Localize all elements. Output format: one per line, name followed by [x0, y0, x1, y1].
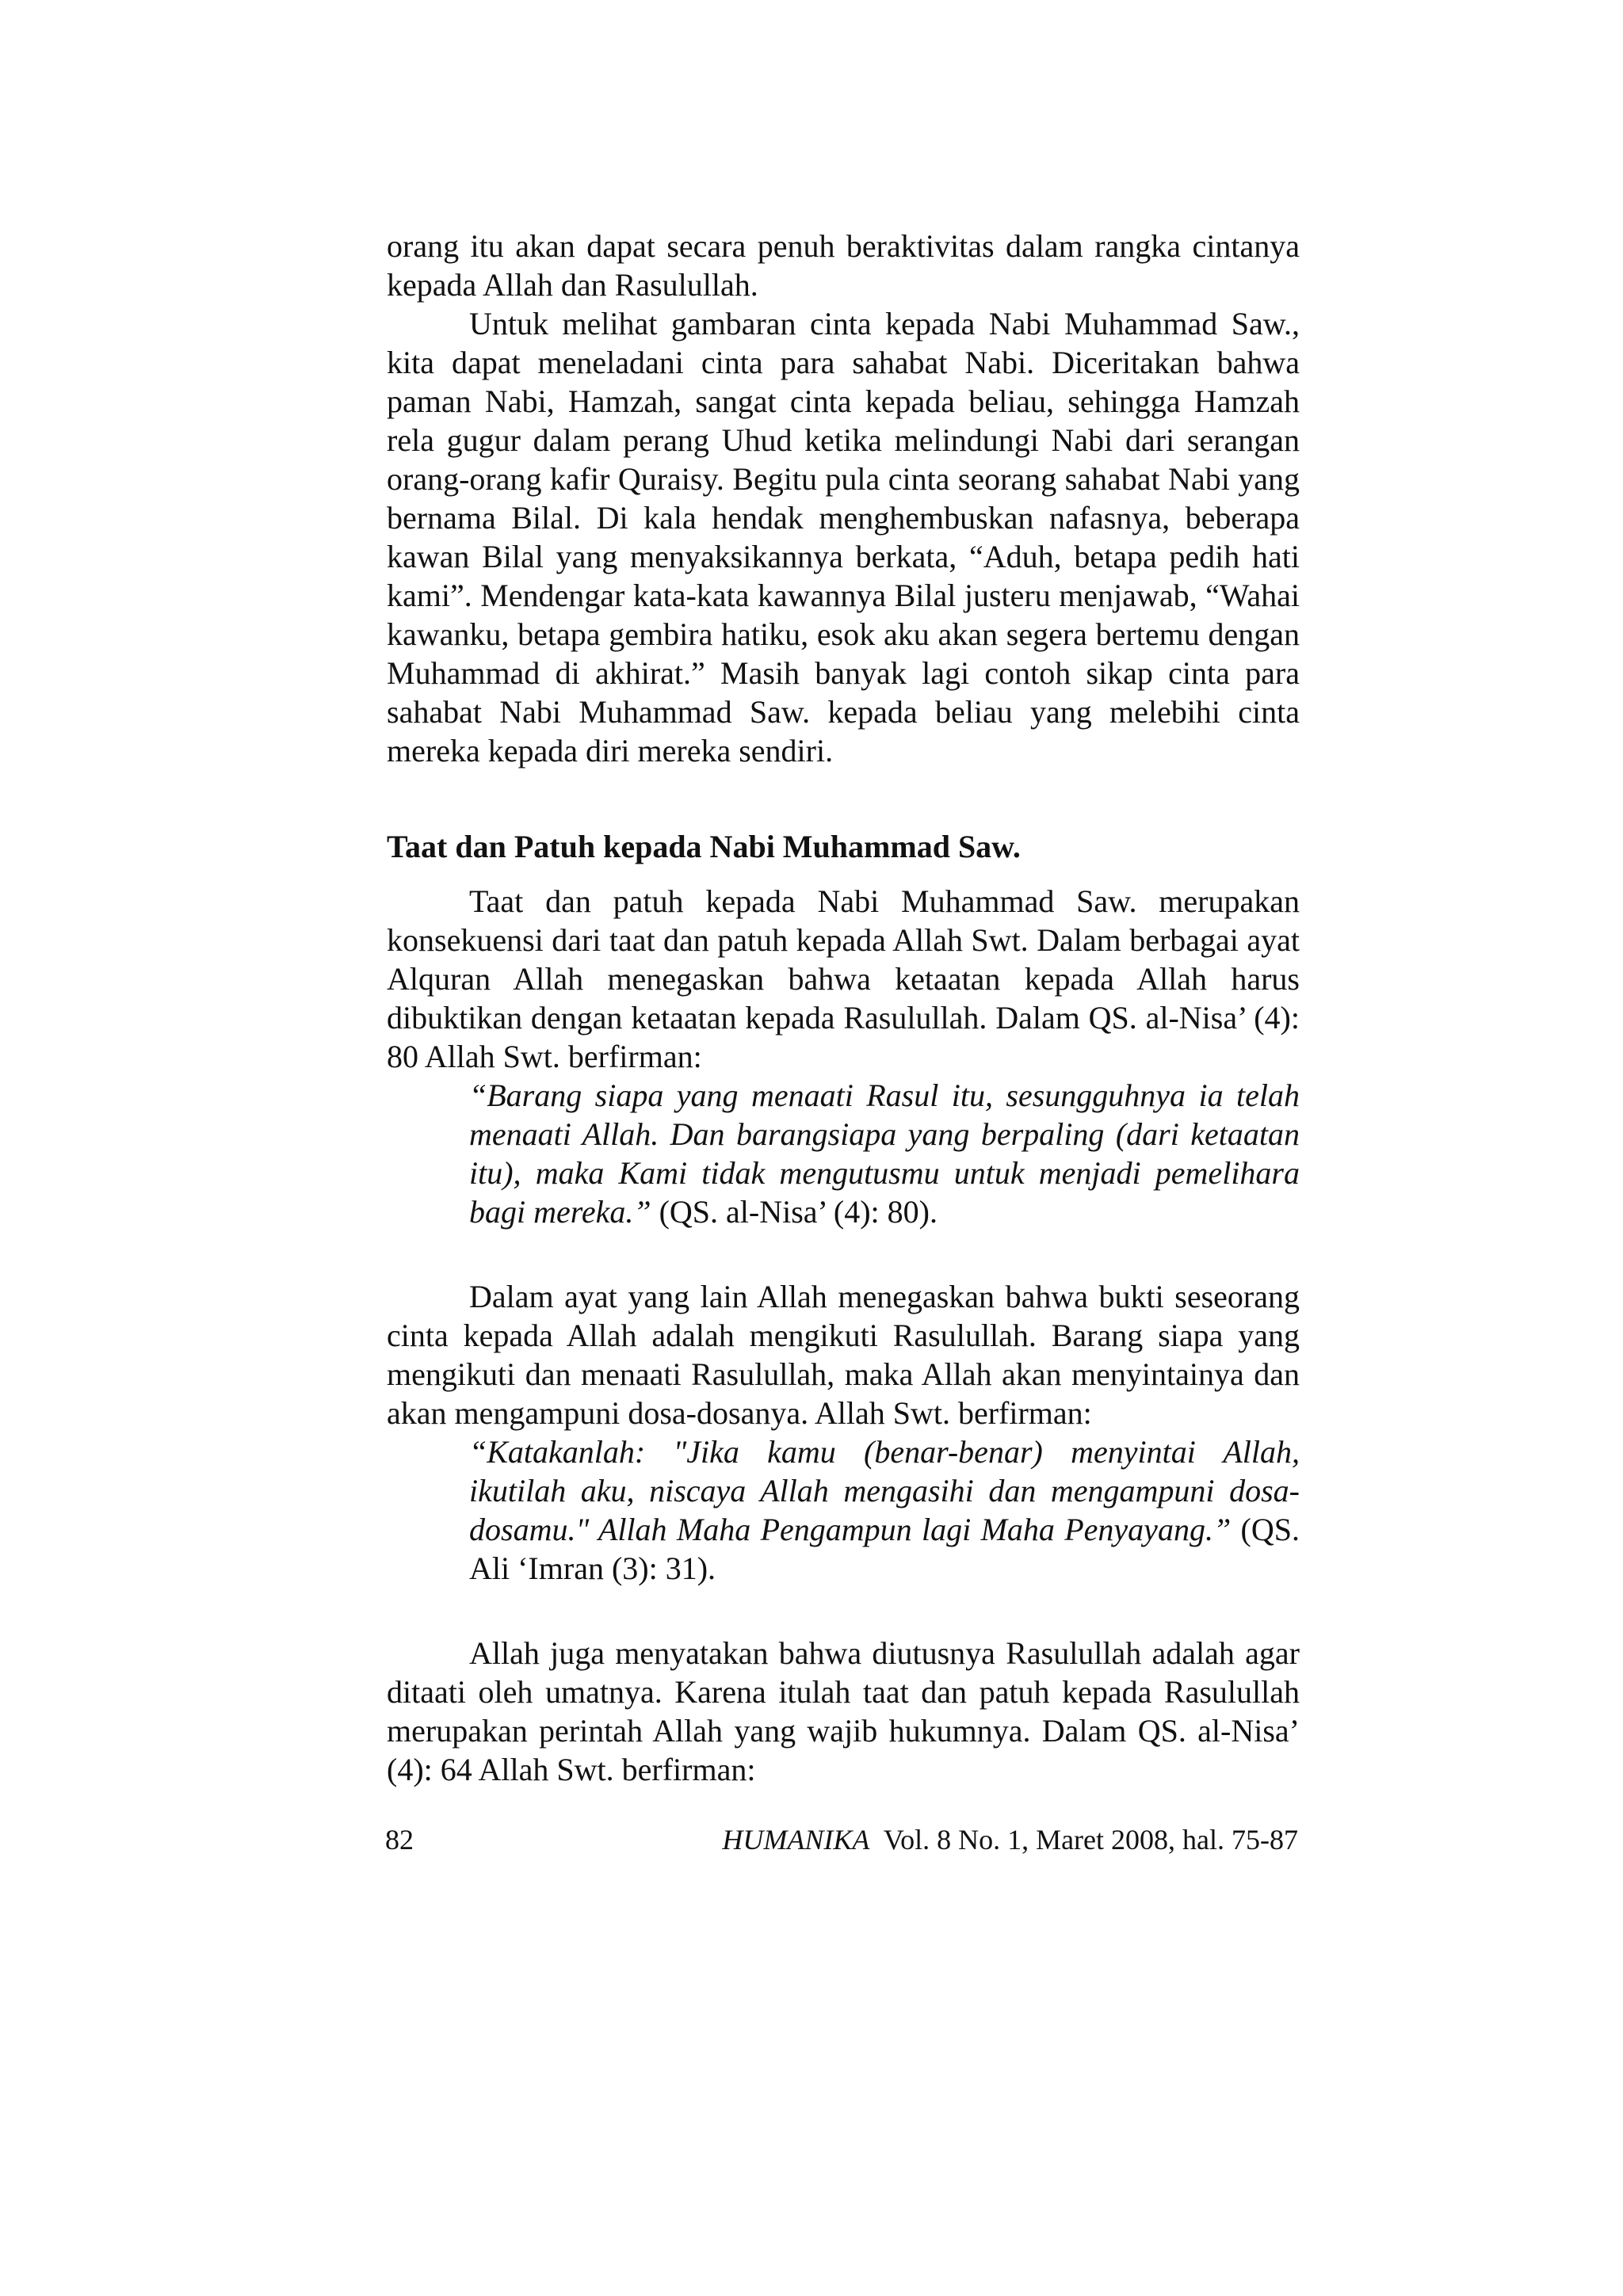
- journal-reference: [722, 1822, 1298, 1857]
- paragraph-obedience: Taat dan patuh kepada Nabi Muhammad Saw. merupakan konsekuensi dari taat dan patuh kepada Allah Swt. Dalam berbagai ayat Alquran Allah menegaskan bahwa ketaatan kepada Allah harus dibuktikan dengan ketaatan kepada Rasulullah. Dalam QS. al-Nisa’ (4): 80 Allah Swt. berfirman:: [387, 883, 1300, 1074]
- journal-details: Vol. 8 No. 1, Maret 2008, hal. 75-87: [869, 1824, 1298, 1855]
- paragraph-continuation: orang itu akan dapat secara penuh beraktivitas dalam rangka cintanya kepada Allah dan Rasulullah.: [387, 228, 1300, 303]
- journal-name: HUMANIKA: [722, 1824, 870, 1855]
- quote-reference: (QS. al-Nisa’ (4): 80).: [651, 1194, 938, 1230]
- quote-text: “Barang siapa yang menaati Rasul itu, sesungguhnya ia telah menaati Allah. Dan barangsiapa yang berpaling (dari ketaatan itu), maka Kami tidak mengutusmu untuk menjadi pemelihara bagi mereka.”: [469, 1077, 1300, 1230]
- page-number: 82: [385, 1824, 414, 1855]
- paragraph-follow-rasul: Dalam ayat yang lain Allah menegaskan bahwa bukti seseorang cinta kepada Allah adalah mengikuti Rasulullah. Barang siapa yang mengikuti dan menaati Rasulullah, maka Allah akan menyintainya dan akan mengampuni dosa-dosanya. Allah Swt. berfirman:: [387, 1279, 1300, 1431]
- quote-text: “Katakanlah: "Jika kamu (benar-benar) menyintai Allah, ikutilah aku, niscaya Allah mengasihi dan mengampuni dosa-dosamu." Allah Maha Pengampun lagi Maha Penyayang.”: [469, 1434, 1300, 1547]
- article-body: [387, 227, 1300, 1789]
- paragraph-sahabat-love: Untuk melihat gambaran cinta kepada Nabi Muhammad Saw., kita dapat meneladani cinta para sahabat Nabi. Diceritakan bahwa paman Nabi, Hamzah, sangat cinta kepada beliau, sehingga Hamzah rela gugur dalam perang Uhud ketika melindungi Nabi dari serangan orang-orang kafir Quraisy. Begitu pula cinta seorang sahabat Nabi yang bernama Bilal. Di kala hendak menghembuskan nafasnya, beberapa kawan Bilal yang menyaksikannya berkata, “Aduh, betapa pedih hati kami”. Mendengar kata-kata kawannya Bilal justeru menjawab, “Wahai kawanku, betapa gembira hatiku, esok aku akan segera bertemu dengan Muhammad di akhirat.” Masih banyak lagi contoh sikap cinta para sahabat Nabi Muhammad Saw. kepada beliau yang melebihi cinta mereka kepada diri mereka sendiri.: [387, 306, 1300, 769]
- quote-reference: (QS. Ali ‘Imran (3): 31).: [469, 1512, 1300, 1586]
- quote-an-nisa-80: [469, 1076, 1300, 1231]
- quote-ali-imran-31: [469, 1432, 1300, 1588]
- paragraph-obey-command: Allah juga menyatakan bahwa diutusnya Rasulullah adalah agar ditaati oleh umatnya. Karena itulah taat dan patuh kepada Rasulullah merupakan perintah Allah yang wajib hukumnya. Dalam QS. al-Nisa’ (4): 64 Allah Swt. berfirman:: [387, 1635, 1300, 1787]
- section-heading: Taat dan Patuh kepada Nabi Muhammad Saw.: [387, 829, 1021, 864]
